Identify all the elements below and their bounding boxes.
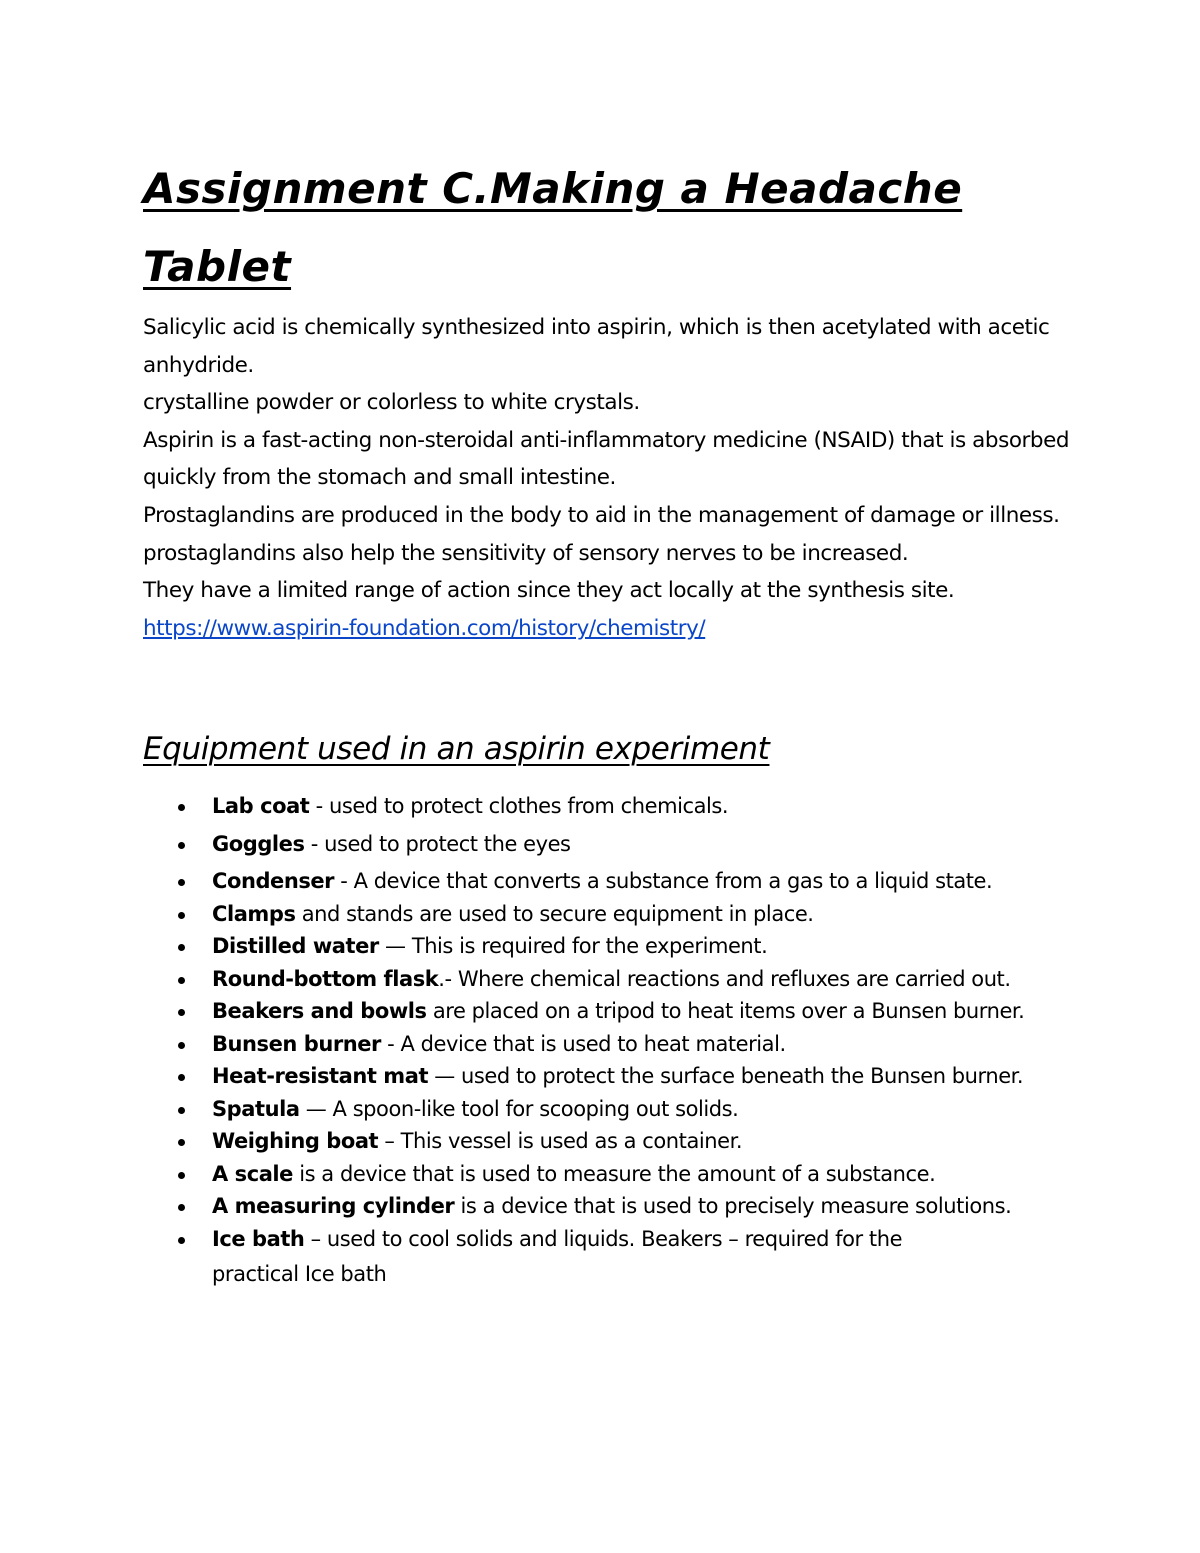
list-item [175,865,1055,898]
equipment-desc: .- Where chemical reactions and refluxes are carried out. [438,966,1011,991]
equipment-term: Heat-resistant mat [212,1064,429,1088]
equipment-term: Round-bottom flask [212,966,439,991]
list-item [175,1028,1055,1061]
equipment-term: Bunsen burner [212,1031,381,1056]
equipment-term: A measuring cylinder [212,1194,455,1218]
equipment-desc: and stands are used to secure equipment in place. [295,901,814,926]
equipment-term: Ice bath [212,1226,305,1251]
intro-paragraph: Salicylic acid is chemically synthesized into aspirin, which is then acetylated with acetic anhydride. [143,315,1050,378]
bullet-icon [178,1172,185,1179]
equipment-desc: is a device that is used to precisely measure solutions. [454,1194,1012,1218]
equipment-desc: – This vessel is used as a container. [378,1129,743,1153]
list-item [175,1158,1055,1191]
list-item [175,1093,1055,1126]
equipment-desc: - used to protect the eyes [304,831,571,856]
list-item [175,898,1055,931]
equipment-heading-text: Equipment used in an aspirin experiment [143,731,770,767]
bullet-icon [178,804,185,811]
list-item [175,963,1055,996]
bullet-icon [178,1204,185,1211]
intro-section [143,309,1073,647]
title-line-1: Assignment C.Making a Headache [143,164,963,213]
equipment-desc: is a device that is used to measure the amount of a substance. [292,1161,936,1186]
bullet-icon [178,1139,185,1146]
intro-paragraph: They have a limited range of action since they act locally at the synthesis site. [143,578,955,604]
equipment-desc: — This is required for the experiment. [378,934,768,958]
equipment-desc: — A spoon-like tool for scooping out solids. [299,1096,739,1121]
equipment-desc: – used to cool solids and liquids. Beakers – required for the [304,1226,903,1251]
bullet-icon [178,912,185,919]
list-item [175,1223,1055,1294]
list-item [175,930,1055,963]
equipment-term: Spatula [212,1096,300,1121]
intro-paragraph: Aspirin is a fast-acting non-steroidal anti-inflammatory medicine (NSAID) that is absorbed quickly from the stomach and small intestine. [143,427,1070,491]
bullet-icon [178,1237,185,1244]
title-line-2: Tablet [143,242,292,291]
list-item [175,1060,1055,1093]
equipment-list [175,790,1055,1293]
equipment-term: Distilled water [212,934,379,958]
bullet-icon [178,842,185,849]
equipment-desc: - A device that converts a substance from a gas to a liquid state. [334,869,993,893]
list-item [175,1190,1055,1223]
equipment-term: Lab coat [212,794,310,818]
intro-paragraph: crystalline powder or colorless to white crystals. [143,390,640,416]
bullet-icon [178,977,185,984]
bullet-icon [178,1009,185,1016]
equipment-desc: - used to protect clothes from chemicals. [309,794,729,818]
list-item [175,1125,1055,1158]
equipment-heading [143,728,769,770]
equipment-desc: — used to protect the surface beneath the Bunsen burner. [428,1064,1024,1088]
equipment-term: A scale [212,1161,293,1186]
equipment-term: Clamps [212,901,296,926]
list-item [175,828,1055,861]
bullet-icon [178,1107,185,1114]
bullet-icon [178,944,185,951]
equipment-desc: are placed on a tripod to heat items over a Bunsen burner. [426,999,1025,1023]
equipment-desc: - A device that is used to heat material. [380,1031,786,1056]
equipment-term: Goggles [212,831,305,856]
page-title [143,150,1043,306]
equipment-term: Beakers and bowls [212,999,427,1023]
equipment-term: Weighing boat [212,1129,379,1153]
source-link[interactable]: https://www.aspirin-foundation.com/history/chemistry/ [143,615,706,641]
intro-paragraph: Prostaglandins are produced in the body to aid in the management of damage or illness. prostaglandins also help the sensitivity of sensory nerves to be increased. [143,502,1060,566]
list-item [175,995,1055,1028]
bullet-icon [178,879,185,886]
bullet-icon [178,1074,185,1081]
equipment-term: Condenser [212,869,335,893]
equipment-desc-continued: practical Ice bath [212,1262,387,1286]
list-item [175,790,1055,823]
bullet-icon [178,1042,185,1049]
